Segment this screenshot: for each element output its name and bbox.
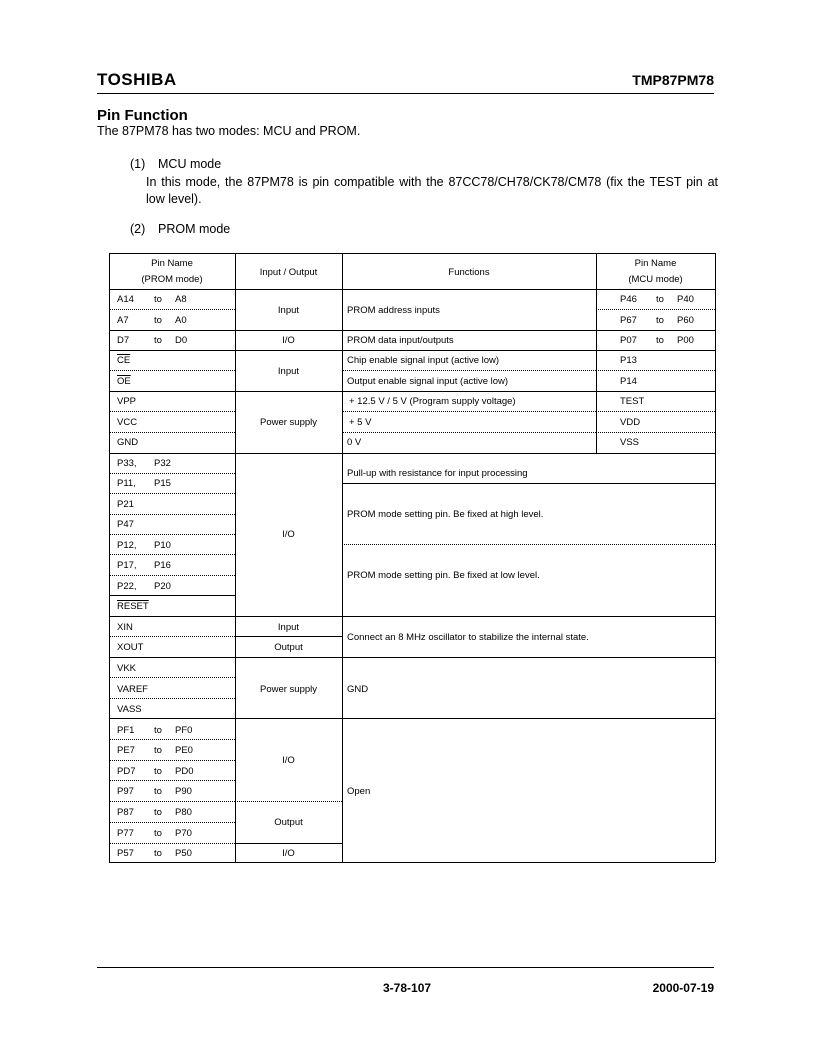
mcu-pin: P07 bbox=[620, 335, 637, 346]
prom-pin-sep: to bbox=[154, 828, 162, 839]
footer-divider bbox=[97, 967, 714, 968]
header-prom-pin-name: Pin Name bbox=[151, 258, 193, 269]
table-border-left bbox=[109, 253, 110, 862]
prom-pin-second: P20 bbox=[154, 581, 171, 592]
function-cell: PROM mode setting pin. Be fixed at high level. bbox=[347, 509, 544, 520]
dotted-line bbox=[342, 411, 596, 412]
prom-pin: XOUT bbox=[117, 642, 144, 653]
io-cell: Input bbox=[277, 622, 300, 633]
mcu-pin-sep: to bbox=[656, 335, 664, 346]
group-line bbox=[109, 657, 715, 658]
prom-pin: PD7 bbox=[117, 766, 136, 777]
dotted-line bbox=[109, 554, 235, 555]
io-cell: Power supply bbox=[259, 684, 318, 695]
mcu-pin-end: P60 bbox=[677, 315, 694, 326]
function-cell: Open bbox=[347, 786, 371, 797]
prom-pin-second: P15 bbox=[154, 478, 171, 489]
prom-pin-sep: to bbox=[154, 335, 162, 346]
part-number: TMP87PM78 bbox=[632, 72, 714, 88]
prom-pin: PE7 bbox=[117, 745, 135, 756]
io-cell: I/O bbox=[282, 529, 295, 540]
prom-pin-end: P50 bbox=[175, 848, 192, 859]
group-line bbox=[109, 718, 715, 719]
prom-pin-end: PD0 bbox=[175, 766, 194, 777]
prom-pin-end: PF0 bbox=[175, 725, 193, 736]
dotted-line bbox=[342, 370, 596, 371]
prom-pin: PF1 bbox=[117, 725, 135, 736]
prom-pin-second: P32 bbox=[154, 458, 171, 469]
intro-text: The 87PM78 has two modes: MCU and PROM. bbox=[97, 124, 361, 138]
dotted-line bbox=[109, 411, 235, 412]
header-divider bbox=[97, 93, 714, 94]
mcu-pin: VDD bbox=[620, 417, 641, 428]
dotted-line bbox=[109, 473, 235, 474]
io-cell: Output bbox=[274, 817, 303, 828]
group-line bbox=[109, 453, 715, 454]
header-prom-mode: (PROM mode) bbox=[141, 274, 203, 285]
prom-pin: VPP bbox=[117, 396, 137, 407]
function-cell: PROM mode setting pin. Be fixed at low level. bbox=[347, 570, 540, 581]
mcu-pin-end: P40 bbox=[677, 294, 694, 305]
prom-pin-oe: $\overline{OE}$ bbox=[117, 376, 131, 387]
io-cell: Input bbox=[277, 305, 300, 316]
item-title: MCU mode bbox=[158, 157, 222, 171]
dotted-line bbox=[109, 514, 235, 515]
prom-pin-sep: to bbox=[154, 725, 162, 736]
dotted-line bbox=[109, 370, 235, 371]
mcu-pin: P67 bbox=[620, 315, 637, 326]
prom-pin: P87 bbox=[117, 807, 134, 818]
dotted-line bbox=[342, 544, 715, 545]
header-mcu-mode: (MCU mode) bbox=[628, 274, 683, 285]
dotted-line bbox=[235, 801, 342, 802]
item-number: (2) bbox=[130, 222, 146, 236]
dotted-line bbox=[596, 411, 715, 412]
dotted-line bbox=[596, 309, 715, 310]
function-cell: Connect an 8 MHz oscillator to stabilize the internal state. bbox=[347, 632, 589, 643]
prom-pin: P57 bbox=[117, 848, 134, 859]
prom-pin-ce: $\overline{CE}$ bbox=[117, 355, 131, 366]
function-cell: GND bbox=[347, 684, 369, 695]
item-title: PROM mode bbox=[158, 222, 231, 236]
prom-pin: VKK bbox=[117, 663, 137, 674]
prom-pin-second: P16 bbox=[154, 560, 171, 571]
prom-pin-sep: to bbox=[154, 766, 162, 777]
group-line bbox=[109, 350, 715, 351]
prom-pin-sep: to bbox=[154, 294, 162, 305]
header-functions: Functions bbox=[448, 267, 490, 278]
prom-pin: XIN bbox=[117, 622, 133, 633]
dotted-line bbox=[109, 309, 235, 310]
item-number: (1) bbox=[130, 157, 146, 171]
table-border-top bbox=[109, 253, 715, 254]
dotted-line bbox=[109, 760, 235, 761]
header-mcu-pin-name: Pin Name bbox=[634, 258, 677, 269]
io-line bbox=[235, 636, 342, 637]
io-cell: Input bbox=[277, 366, 300, 377]
prom-pin-end: A8 bbox=[175, 294, 187, 305]
dotted-line bbox=[109, 739, 235, 740]
dotted-line bbox=[109, 432, 235, 433]
prom-pin-end: D0 bbox=[175, 335, 188, 346]
mcu-pin: P13 bbox=[620, 355, 637, 366]
function-cell: Output enable signal input (active low) bbox=[347, 376, 509, 387]
io-cell: Power supply bbox=[259, 417, 318, 428]
prom-pin-end: P80 bbox=[175, 807, 192, 818]
prom-pin: P22, bbox=[117, 581, 137, 592]
mcu-pin-end: P00 bbox=[677, 335, 694, 346]
prom-pin-end: A0 bbox=[175, 315, 187, 326]
dotted-line bbox=[109, 677, 235, 678]
prom-pin-sep: to bbox=[154, 315, 162, 326]
mcu-pin-sep: to bbox=[656, 315, 664, 326]
dotted-line bbox=[109, 636, 235, 637]
prom-pin: P77 bbox=[117, 828, 134, 839]
prom-pin-reset: RESET bbox=[117, 601, 149, 612]
function-cell: 0 V bbox=[347, 437, 362, 448]
function-cell: PROM address inputs bbox=[347, 305, 440, 316]
prom-pin: GND bbox=[117, 437, 139, 448]
brand-logo: TOSHIBA bbox=[97, 70, 177, 89]
dotted-line bbox=[596, 432, 715, 433]
document-date: 2000-07-19 bbox=[652, 981, 714, 995]
prom-pin: P12, bbox=[117, 540, 137, 551]
prom-pin: VASS bbox=[117, 704, 142, 715]
dotted-line bbox=[596, 370, 715, 371]
prom-pin-sep: to bbox=[154, 786, 162, 797]
io-cell: I/O bbox=[282, 755, 295, 766]
mcu-pin: P14 bbox=[620, 376, 637, 387]
header-row-line bbox=[109, 289, 715, 290]
dotted-line bbox=[109, 534, 235, 535]
io-cell: Output bbox=[274, 642, 303, 653]
prom-pin: A14 bbox=[117, 294, 134, 305]
io-cell: I/O bbox=[282, 335, 295, 346]
mcu-pin-sep: to bbox=[656, 294, 664, 305]
prom-pin-sep: to bbox=[154, 807, 162, 818]
prom-pin-sep: to bbox=[154, 745, 162, 756]
dotted-line bbox=[109, 843, 235, 844]
group-line bbox=[109, 330, 715, 331]
prom-pin: P47 bbox=[117, 519, 134, 530]
prom-pin: VCC bbox=[117, 417, 138, 428]
function-cell: + 12.5 V / 5 V (Program supply voltage) bbox=[349, 396, 516, 407]
page-number: 3-78-107 bbox=[383, 981, 432, 995]
prom-pin: D7 bbox=[117, 335, 130, 346]
dotted-line bbox=[109, 822, 235, 823]
io-cell: I/O bbox=[282, 848, 295, 859]
prom-pin-end: PE0 bbox=[175, 745, 193, 756]
dotted-line bbox=[109, 575, 235, 576]
prom-pin: P97 bbox=[117, 786, 134, 797]
prom-pin: P11, bbox=[117, 478, 136, 489]
table-border-right bbox=[715, 253, 716, 862]
group-line bbox=[109, 616, 715, 617]
group-line bbox=[109, 391, 715, 392]
dotted-line bbox=[109, 493, 235, 494]
prom-pin-sep: to bbox=[154, 848, 162, 859]
prom-pin: P21 bbox=[117, 499, 134, 510]
pin-line bbox=[109, 595, 235, 596]
prom-pin: VAREF bbox=[117, 684, 148, 695]
prom-pin-end: P90 bbox=[175, 786, 192, 797]
io-line bbox=[235, 843, 342, 844]
prom-pin-end: P70 bbox=[175, 828, 192, 839]
mcu-pin: TEST bbox=[620, 396, 645, 407]
col-divider bbox=[342, 253, 343, 862]
prom-pin: P33, bbox=[117, 458, 137, 469]
prom-pin: A7 bbox=[117, 315, 129, 326]
section-title: Pin Function bbox=[97, 107, 188, 124]
prom-pin-second: P10 bbox=[154, 540, 171, 551]
function-cell: PROM data input/outputs bbox=[347, 335, 454, 346]
item-body: In this mode, the 87PM78 is pin compatible with the 87CC78/CH78/CK78/CM78 (fix the TEST pin at low level). bbox=[146, 175, 718, 206]
dotted-line bbox=[342, 432, 596, 433]
function-cell: + 5 V bbox=[349, 417, 372, 428]
mcu-pin: P46 bbox=[620, 294, 637, 305]
dotted-line bbox=[109, 780, 235, 781]
header-io: Input / Output bbox=[259, 267, 318, 278]
function-line bbox=[342, 483, 715, 484]
table-border-bottom bbox=[109, 862, 715, 863]
dotted-line bbox=[109, 801, 235, 802]
prom-pin: P17, bbox=[117, 560, 137, 571]
dotted-line bbox=[109, 698, 235, 699]
function-cell: Chip enable signal input (active low) bbox=[347, 355, 500, 366]
mcu-pin: VSS bbox=[620, 437, 640, 448]
function-cell: Pull-up with resistance for input processing bbox=[347, 468, 528, 479]
